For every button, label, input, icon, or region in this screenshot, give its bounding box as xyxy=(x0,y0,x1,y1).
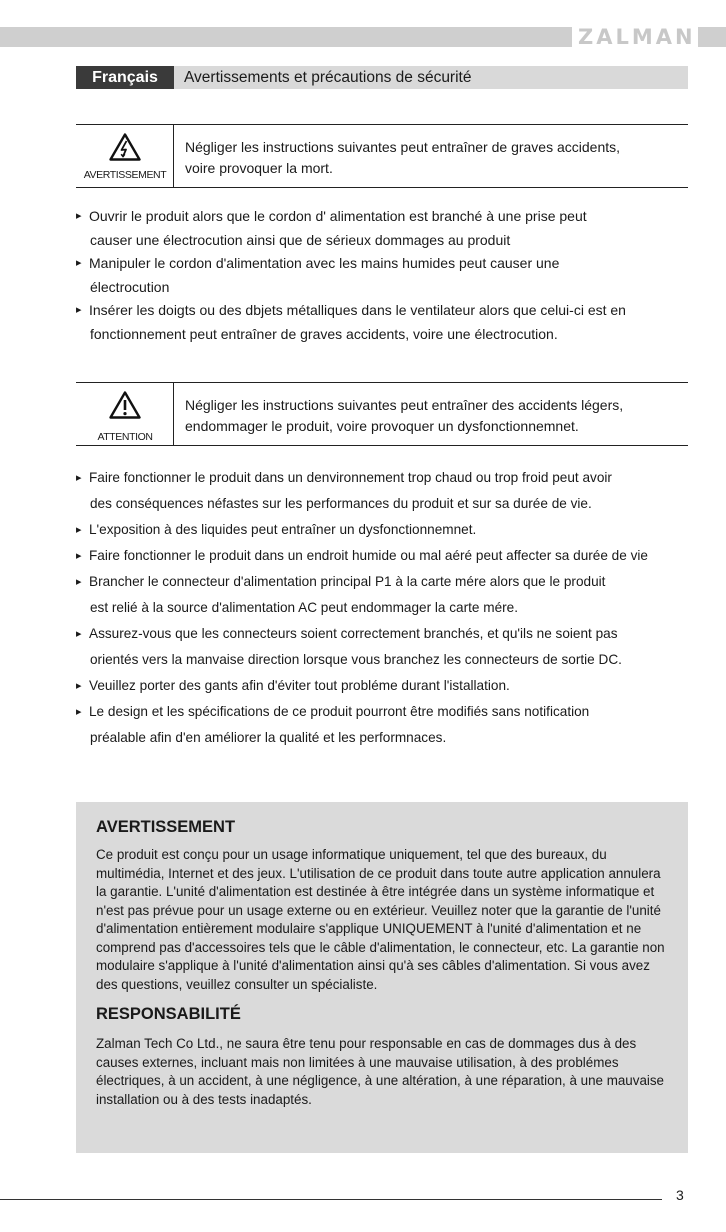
warning-box xyxy=(76,124,688,188)
warning-item: ▸ Insérer les doigts ou des dbjets métalliques dans le ventilateur alors que celui-ci est en fonctionnement peut entraîner de graves accidents, voire une électrocution. xyxy=(76,299,696,346)
notice-body-liability: Zalman Tech Co Ltd., ne saura être tenu pour responsable en cas de dommages dus à des causes externes, incluant mais non limitées à une mauvaise utilisation, à des problémes électriques, à un accident, à une négligence, à une altération, à une réparation, à une mauvaise installation ou à des tests inadaptés. xyxy=(96,1036,665,1107)
attention-message xyxy=(185,395,685,437)
page-number: 3 xyxy=(676,1187,684,1203)
warning-message-line1: Négliger les instructions suivantes peut entraîner de graves accidents, xyxy=(185,139,621,155)
attention-item: ▸ L'exposition à des liquides peut entraîner un dysfonctionnemnet. xyxy=(76,517,696,543)
notice-heading-liability: RESPONSABILITÉ xyxy=(96,1005,241,1023)
attention-list xyxy=(76,465,696,751)
section-title: Avertissements et précautions de sécurité xyxy=(184,69,472,86)
attention-message-line1: Négliger les instructions suivantes peut entraîner des accidents légers, xyxy=(185,397,624,413)
warning-icon-cell xyxy=(76,125,174,187)
attention-item: ▸ Faire fonctionner le produit dans un endroit humide ou mal aéré peut affecter sa durée de vie xyxy=(76,543,696,569)
notice-body-warning: Ce produit est conçu pour un usage informatique uniquement, tel que des bureaux, du multimédia, Internet et des jeux. L'utilisation de ce produit dans toute autre application annulera la garantie. L'unité d'alimentation est destinée à être intégrée dans un système informatique et n'est pas prévue pour un usage externe ou en extérieur. Veuillez noter que la garantie de l'unité d'alimentation entièrement modulaire s'applique UNIQUEMENT à l'unité d'alimentation et ne comprend pas d'accessoires tels que le câble d'alimentation, le connecteur, etc. La garantie non modulaire s'applique à l'unité d'alimentation ainsi qu'à ses câbles d'alimentation. Si vous avez des questions, veuillez consulter un spécialiste. xyxy=(96,847,665,992)
attention-item: ▸ Assurez-vous que les connecteurs soient correctement branchés, et qu'ils ne soient pas orientés vers la manvaise direction lorsque vous branchez les connecteurs de sortie DC. xyxy=(76,621,696,673)
notice-heading-warning: AVERTISSEMENT xyxy=(96,818,236,836)
language-label: Français xyxy=(76,66,174,89)
section-header xyxy=(76,66,688,89)
attention-message-line2: endommager le produit, voire provoquer un dysfonctionnemnet. xyxy=(185,418,579,434)
attention-item: ▸ Brancher le connecteur d'alimentation principal P1 à la carte mére alors que le produit est relié à la source d'alimentation AC peut endommager la carte mére. xyxy=(76,569,696,621)
attention-box xyxy=(76,382,688,446)
electric-hazard-icon xyxy=(109,133,141,161)
attention-item: ▸ Le design et les spécifications de ce produit pourront être modifiés sans notification préalable afin d'en améliorer la qualité et les performnaces. xyxy=(76,699,696,751)
warning-item: ▸ Manipuler le cordon d'alimentation avec les mains humides peut causer une électrocution xyxy=(76,252,696,299)
footer-rule xyxy=(0,1199,662,1200)
notice-box xyxy=(76,802,688,1153)
attention-item: ▸ Faire fonctionner le produit dans un denvironnement trop chaud ou trop froid peut avoir des conséquences néfastes sur les performances du produit et sur sa durée de vie. xyxy=(76,465,696,517)
header-bar-left xyxy=(0,27,572,47)
attention-icon-label: ATTENTION xyxy=(97,431,153,443)
brand-logo: ZALMAN xyxy=(578,25,696,49)
top-brand-bar xyxy=(0,27,726,47)
header-bar-right xyxy=(698,27,726,47)
warning-list xyxy=(76,205,696,346)
warning-item: ▸ Ouvrir le produit alors que le cordon d' alimentation est branché à une prise peut causer une électrocution ainsi que de sérieux dommages au produit xyxy=(76,205,696,252)
warning-message-line2: voire provoquer la mort. xyxy=(185,160,333,176)
attention-item: ▸ Veuillez porter des gants afin d'éviter tout probléme durant l'istallation. xyxy=(76,673,696,699)
attention-icon-cell xyxy=(76,383,174,445)
exclamation-warning-icon xyxy=(109,391,141,419)
warning-icon-label: AVERTISSEMENT xyxy=(83,169,167,181)
warning-message xyxy=(185,137,685,179)
